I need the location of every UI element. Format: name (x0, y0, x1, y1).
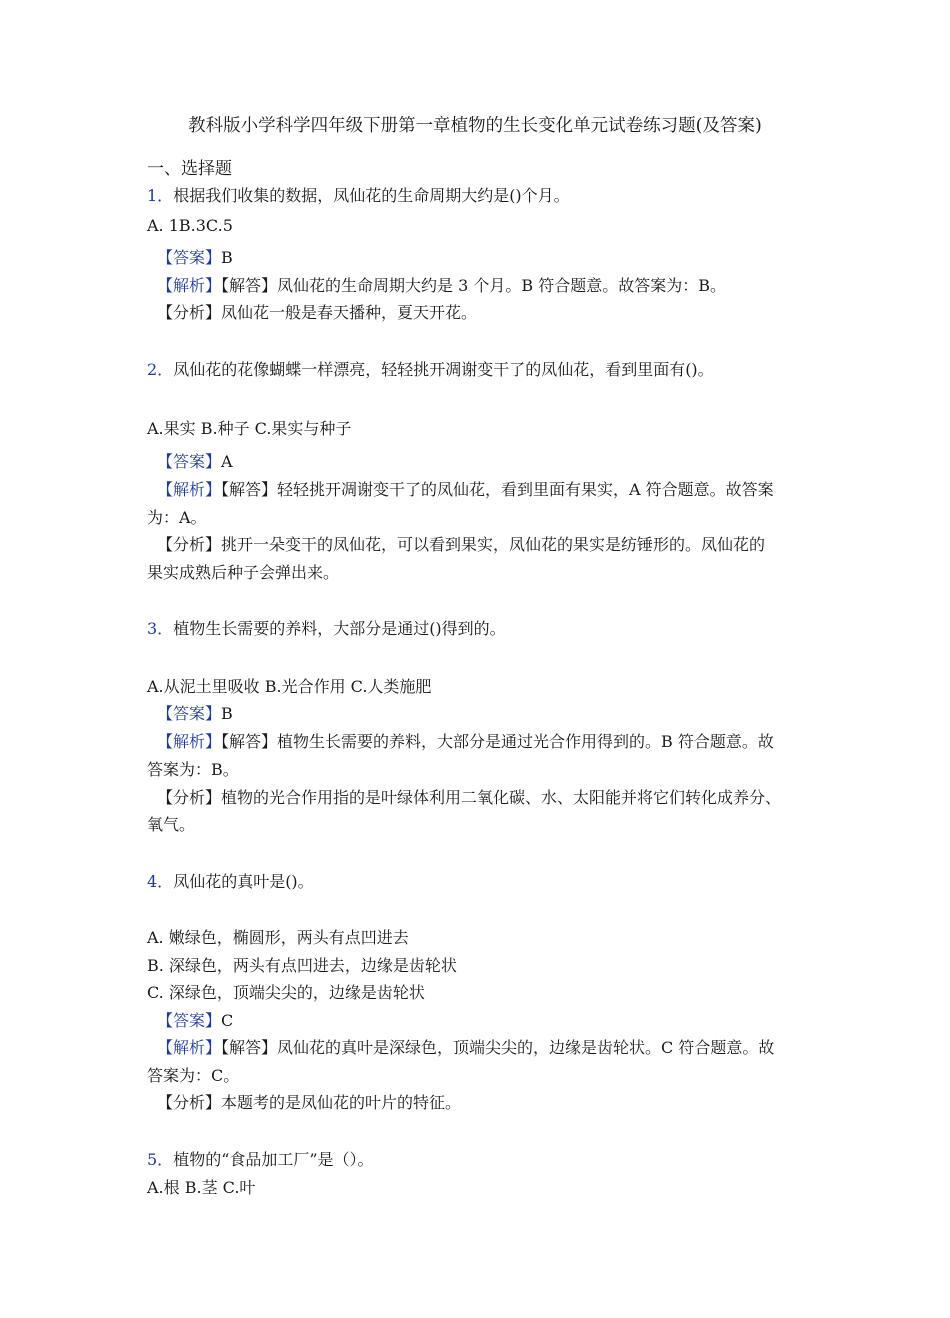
question-2-fenxi-cont: 果实成熟后种子会弹出来。 (147, 563, 340, 582)
question-5-stem: 5．植物的“食品加工厂”是（）。 (147, 1150, 374, 1169)
question-number: 5． (147, 1150, 174, 1169)
question-5-options: A.根 B.茎 C.叶 (147, 1178, 256, 1197)
page-title: 教科版小学科学四年级下册第一章植物的生长变化单元试卷练习题(及答案) (188, 116, 762, 136)
question-number: 2． (147, 360, 174, 379)
fenxi-tag: 【分析】 (157, 303, 222, 322)
question-number: 3． (147, 619, 174, 638)
question-3-fenxi: 【分析】植物的光合作用指的是叶绿体利用二氧化碳、水、太阳能并将它们转化成养分、 (157, 788, 782, 807)
question-2-answer: 【答案】A (157, 452, 233, 471)
question-3-options: A.从泥土里吸收 B.光合作用 C.人类施肥 (147, 677, 432, 696)
fenxi-tag: 【分析】 (157, 788, 222, 807)
question-4-answer: 【答案】C (157, 1011, 234, 1030)
question-1-fenxi: 【分析】凤仙花一般是春天播种，夏天开花。 (157, 303, 478, 322)
analysis-tag: 【解析】 (157, 732, 222, 751)
question-2-stem: 2．凤仙花的花像蝴蝶一样漂亮，轻轻挑开凋谢变干了的凤仙花，看到里面有()。 (147, 360, 714, 379)
answer-tag: 【答案】 (157, 1011, 222, 1030)
question-1-answer: 【答案】B (157, 248, 233, 267)
analysis-tag: 【解析】 (157, 480, 222, 499)
question-2-analysis-cont: 为：A。 (147, 508, 207, 527)
fenxi-tag: 【分析】 (157, 1093, 222, 1112)
question-4-analysis-cont: 答案为：C。 (147, 1066, 240, 1085)
question-4-analysis: 【解析】【解答】凤仙花的真叶是深绿色，顶端尖尖的，边缘是齿轮状。C 符合题意。故 (157, 1038, 775, 1057)
question-2-options: A.果实 B.种子 C.果实与种子 (147, 419, 352, 438)
question-1-options: A. 1B.3C.5 (147, 216, 233, 235)
question-4-fenxi: 【分析】本题考的是凤仙花的叶片的特征。 (157, 1093, 462, 1112)
question-2-analysis: 【解析】【解答】轻轻挑开凋谢变干了的凤仙花，看到里面有果实，A 符合题意。故答案 (157, 480, 774, 499)
question-3-analysis: 【解析】【解答】植物生长需要的养料，大部分是通过光合作用得到的。B 符合题意。故 (157, 732, 774, 751)
question-3-answer: 【答案】B (157, 704, 233, 723)
answer-tag: 【答案】 (157, 248, 222, 267)
answer-tag: 【答案】 (157, 704, 222, 723)
question-4-option-c: C. 深绿色，顶端尖尖的，边缘是齿轮状 (147, 983, 425, 1002)
section-heading: 一、选择题 (147, 159, 232, 179)
question-4-stem: 4．凤仙花的真叶是()。 (147, 872, 314, 891)
question-3-analysis-cont: 答案为：B。 (147, 760, 239, 779)
question-1-analysis: 【解析】【解答】凤仙花的生命周期大约是 3 个月。B 符合题意。故答案为：B。 (157, 276, 726, 295)
question-number: 1． (147, 186, 174, 205)
fenxi-tag: 【分析】 (157, 535, 222, 554)
question-1-stem: 1．根据我们收集的数据，凤仙花的生命周期大约是()个月。 (147, 186, 570, 205)
analysis-tag: 【解析】 (157, 276, 222, 295)
question-4-option-a: A. 嫩绿色，椭圆形，两头有点凹进去 (147, 928, 409, 947)
question-2-fenxi: 【分析】挑开一朵变干的凤仙花，可以看到果实，凤仙花的果实是纺锤形的。凤仙花的 (157, 535, 766, 554)
question-number: 4． (147, 872, 174, 891)
question-3-stem: 3．植物生长需要的养料，大部分是通过()得到的。 (147, 619, 506, 638)
answer-tag: 【答案】 (157, 452, 222, 471)
question-4-option-b: B. 深绿色，两头有点凹进去，边缘是齿轮状 (147, 956, 457, 975)
question-3-fenxi-cont: 氧气。 (147, 815, 196, 834)
analysis-tag: 【解析】 (157, 1038, 222, 1057)
